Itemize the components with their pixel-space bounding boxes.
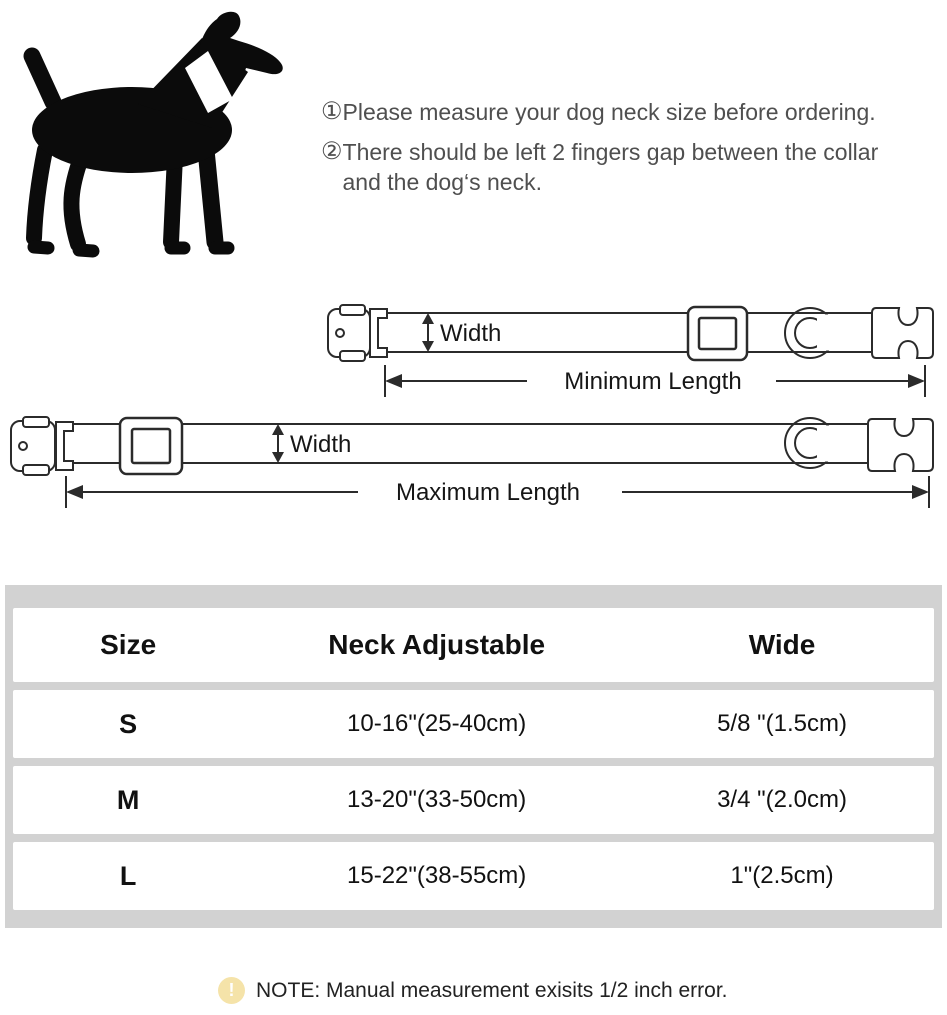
header-neck-adjustable: Neck Adjustable (328, 629, 546, 660)
dog-body (32, 12, 283, 173)
instruction-text-2: There should be left 2 fingers gap between the collar and the dog‘s neck. (342, 139, 879, 195)
circled-number-2: ② (321, 138, 343, 165)
width-label: Width (290, 431, 352, 458)
clasp-icon (872, 308, 933, 358)
triglide-slider-icon (120, 418, 182, 474)
cell-neck-m: 13-20"(33-50cm) (347, 786, 527, 813)
table-row-l (13, 842, 934, 910)
collar-min-diagram (318, 298, 947, 408)
collar-max-diagram (2, 410, 945, 520)
buckle-icon (11, 417, 73, 475)
instruction-item-2 (321, 137, 888, 197)
note-text: NOTE: Manual measurement exisits 1/2 inch error. (256, 978, 728, 1002)
cell-wide-l: 1"(2.5cm) (730, 862, 834, 889)
header-wide: Wide (748, 629, 816, 660)
cell-size-s: S (119, 708, 138, 739)
triglide-slider-icon (688, 307, 747, 360)
cell-wide-m: 3/4 "(2.0cm) (717, 786, 847, 813)
warning-icon: ! (218, 977, 245, 1004)
instruction-item-1 (321, 97, 888, 127)
table-row-m (13, 766, 934, 834)
circled-number-1: ① (321, 98, 343, 125)
cell-size-m: M (116, 784, 140, 815)
instruction-list (321, 97, 888, 197)
width-label: Width (440, 320, 502, 347)
max-length-label: Maximum Length (395, 479, 581, 506)
note (218, 977, 728, 1004)
cell-wide-s: 5/8 "(1.5cm) (717, 710, 847, 737)
cell-size-l: L (119, 860, 137, 891)
clasp-icon (868, 419, 933, 471)
size-table (5, 585, 942, 928)
dog-silhouette-icon (8, 10, 288, 260)
cell-neck-l: 15-22"(38-55cm) (347, 862, 527, 889)
table-header-row (13, 608, 934, 682)
buckle-icon (328, 305, 387, 361)
table-row-s (13, 690, 934, 758)
header-size: Size (100, 629, 157, 660)
min-length-label: Minimum Length (564, 368, 742, 395)
cell-neck-s: 10-16"(25-40cm) (347, 710, 527, 737)
instruction-text-1: Please measure your dog neck size before ordering. (342, 99, 876, 125)
